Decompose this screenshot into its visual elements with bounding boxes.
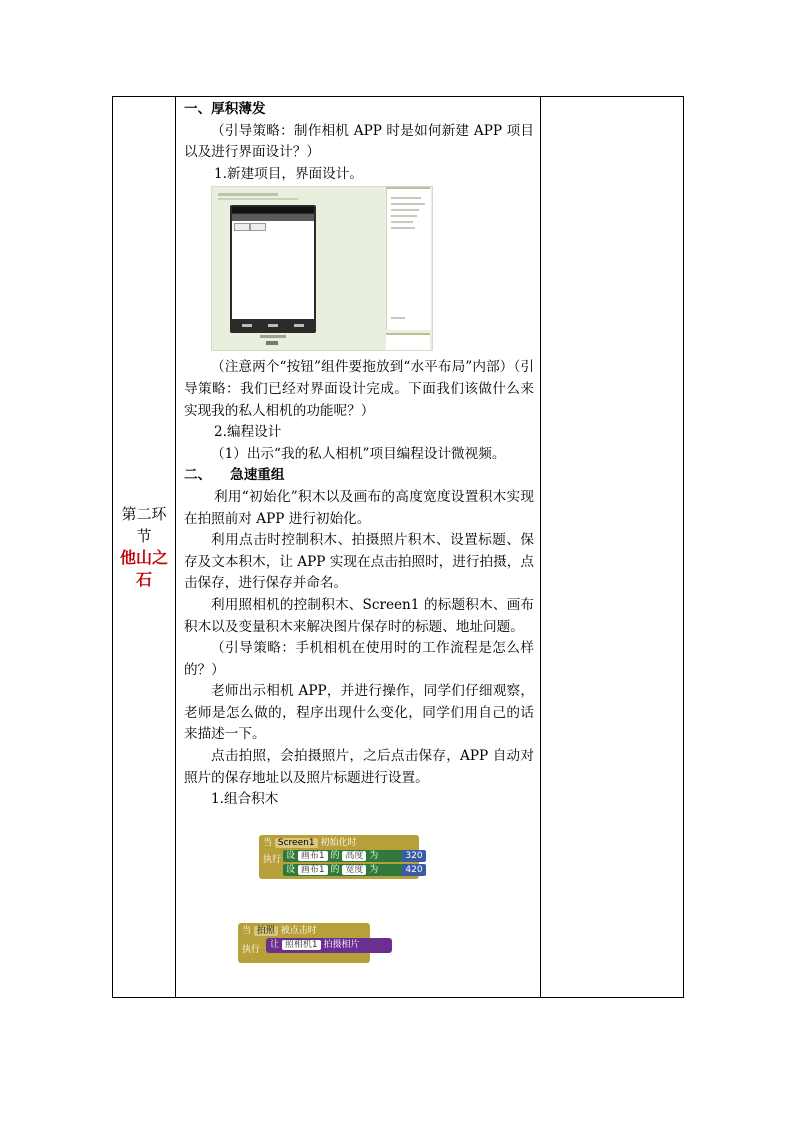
screen-initialize-block bbox=[259, 835, 423, 879]
of-word: 的 bbox=[330, 864, 340, 875]
set-word: 设 bbox=[286, 850, 296, 861]
width-dropdown: 宽度 bbox=[342, 865, 366, 875]
of-word: 的 bbox=[330, 850, 340, 861]
to-word: 为 bbox=[369, 850, 379, 861]
component-dropdown: 拍照 bbox=[254, 926, 278, 936]
block-when: 当 bbox=[242, 925, 252, 936]
block-when: 当 bbox=[263, 837, 273, 848]
code-blocks bbox=[184, 811, 534, 997]
paragraph-8: 利用照相机的控制积木、Screen1 的标题积木、画布积木以及变量积木来解决图片保存时的标题、地址问题。 bbox=[184, 596, 534, 635]
height-dropdown: 高度 bbox=[342, 851, 366, 861]
phone-preview bbox=[230, 205, 316, 333]
height-value: 320 bbox=[402, 850, 426, 862]
width-value: 420 bbox=[402, 864, 426, 876]
canvas-dropdown: 画布1 bbox=[298, 865, 328, 875]
lesson-table bbox=[112, 96, 684, 998]
paragraph-2: 1.新建项目，界面设计。 bbox=[214, 165, 363, 182]
section-label: 第二环节 bbox=[121, 504, 167, 545]
block-exec: 执行 bbox=[242, 944, 261, 955]
section-title: 他山之石 bbox=[119, 547, 168, 589]
paragraph-1: （引导策略：制作相机 APP 时是如何新建 APP 项目以及进行界面设计？） bbox=[184, 122, 534, 161]
section-cell bbox=[113, 97, 176, 998]
method-name: 拍摄相片 bbox=[323, 939, 360, 950]
canvas-dropdown: 画布1 bbox=[298, 851, 328, 861]
camera-dropdown: 照相机1 bbox=[282, 940, 321, 950]
content-cell bbox=[176, 97, 541, 998]
to-word: 为 bbox=[369, 864, 379, 875]
paragraph-11: 点击拍照，会拍摄照片，之后点击保存，APP 自动对照片的保存地址以及照片标题进行设置。 bbox=[184, 748, 534, 786]
heading-1: 一、厚积薄发 bbox=[184, 101, 266, 117]
app-inventor-screenshot bbox=[211, 186, 433, 351]
paragraph-5: （1）出示“我的私人相机”项目编程设计微视频。 bbox=[211, 445, 506, 462]
heading-2: 二、 急速重组 bbox=[184, 467, 285, 484]
take-picture-call-block bbox=[266, 938, 392, 953]
properties-panel bbox=[386, 333, 430, 350]
set-width-block bbox=[283, 864, 423, 876]
components-panel bbox=[386, 189, 431, 330]
set-word: 设 bbox=[286, 864, 296, 875]
paragraph-9: （引导策略：手机相机在使用时的工作流程是怎么样的？） bbox=[184, 640, 534, 678]
block-event: 被点击时 bbox=[280, 925, 317, 936]
paragraph-10: 老师出示相机 APP，并进行操作，同学们仔细观察，老师是怎么做的，程序出现什么变化，同学们用自己的话来描述一下。 bbox=[184, 683, 534, 743]
paragraph-7: 利用点击时控制积木、拍摄照片积木、设置标题、保存及文本积木，让 APP 实现在点击拍照时，进行拍摄，点击保存，进行保存并命名。 bbox=[184, 532, 534, 592]
paragraph-12: 1.组合积木 bbox=[211, 791, 279, 808]
paragraph-4: 2.编程设计 bbox=[214, 424, 282, 441]
set-height-block bbox=[283, 850, 423, 862]
paragraph-6: 利用“初始化”积木以及画布的高度宽度设置积木实现在拍照前对 APP 进行初始化。 bbox=[184, 488, 534, 527]
block-exec: 执行 bbox=[263, 854, 282, 865]
block-event: 初始化时 bbox=[320, 837, 357, 848]
component-dropdown: Screen1 bbox=[275, 838, 318, 848]
paragraph-3: （注意两个“按钮”组件要拖放到“水平布局”内部）（引导策略：我们已经对界面设计完成。下面我们该做什么来实现我的私人相机的功能呢？） bbox=[184, 359, 534, 419]
notes-cell bbox=[541, 97, 684, 998]
photo-click-block bbox=[238, 923, 370, 963]
let-word: 让 bbox=[270, 939, 280, 950]
